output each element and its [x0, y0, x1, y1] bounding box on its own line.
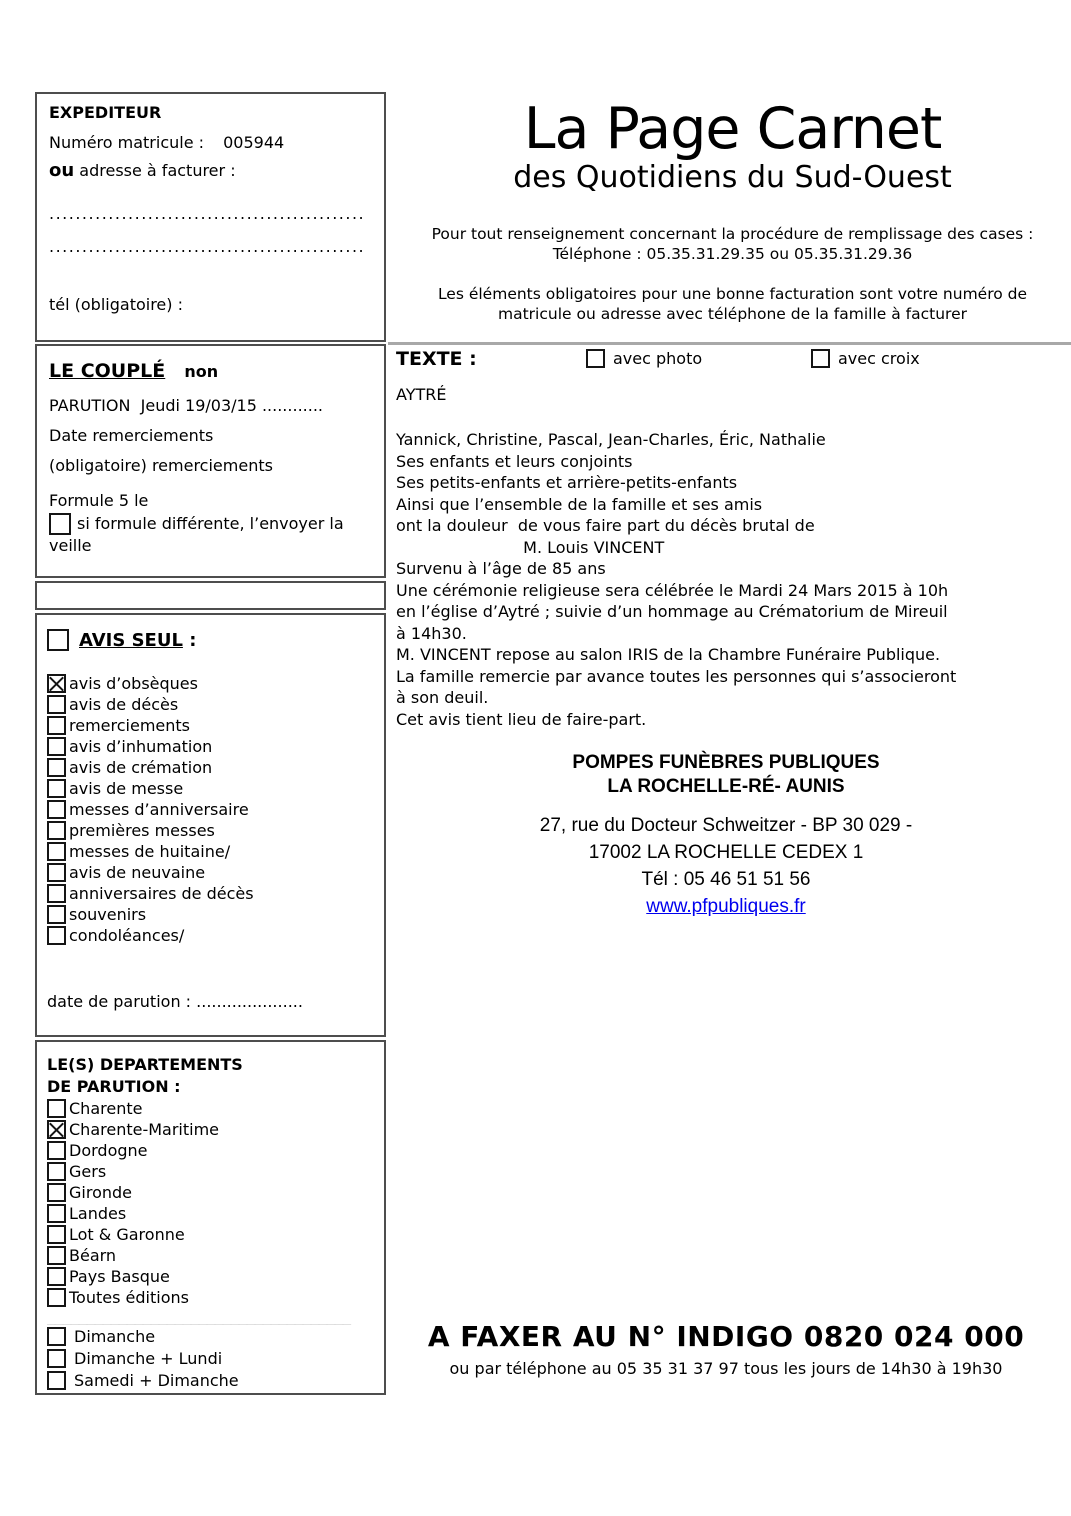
departement-row	[47, 1245, 374, 1266]
avis-type-row	[47, 673, 374, 694]
veille-line: veille	[49, 536, 92, 555]
avec-photo-label: avec photo	[613, 349, 703, 368]
avis-type-checkbox[interactable]	[47, 800, 66, 819]
departement-label: Toutes éditions	[69, 1288, 189, 1307]
obituary-line: Une cérémonie religieuse sera célébrée le Mardi 24 Mars 2015 à 10h	[396, 580, 949, 600]
page-subtitle: des Quotidiens du Sud-Ouest	[513, 160, 952, 195]
departement-label: Landes	[69, 1204, 127, 1223]
departement-row	[47, 1287, 374, 1308]
obituary-line: ont la douleur de vous faire part du décès brutal de	[396, 516, 815, 535]
obituary-line: à son deuil.	[396, 688, 489, 707]
avis-seul-box	[35, 613, 386, 1037]
avis-type-checkbox[interactable]	[47, 674, 66, 693]
empty-strip-box	[35, 581, 386, 610]
avis-type-label: condoléances/	[69, 926, 185, 945]
matricule-label: Numéro matricule :	[49, 133, 205, 152]
page-title: La Page Carnet	[523, 96, 942, 162]
departement-row	[47, 1266, 374, 1287]
fax-phone-line: ou par téléphone au 05 35 31 37 97 tous les jours de 14h30 à 19h30	[449, 1359, 1003, 1378]
address-line-1: 27, rue du Docteur Schweitzer - BP 30 029 -	[539, 815, 913, 836]
avis-type-checkbox[interactable]	[47, 905, 66, 924]
couple-box	[35, 344, 386, 578]
avis-seul-checkbox[interactable]	[47, 629, 69, 651]
departement-label: Gironde	[69, 1183, 132, 1202]
obituary-text	[396, 429, 1061, 730]
departement-label: Pays Basque	[69, 1267, 170, 1286]
departement-label: Charente	[69, 1099, 143, 1118]
tel-label: tél (obligatoire) :	[49, 295, 183, 314]
day-option-list	[47, 1325, 374, 1391]
formule-line: Formule 5 le	[49, 491, 149, 510]
avis-type-row	[47, 736, 374, 757]
note-paragraph	[400, 284, 1065, 324]
address-line-2: 17002 LA ROCHELLE CEDEX 1	[588, 842, 864, 863]
departement-row	[47, 1182, 374, 1203]
avis-type-label: avis de décès	[69, 695, 179, 714]
avec-croix-group	[811, 349, 920, 368]
departement-label: Dordogne	[69, 1141, 148, 1160]
avis-seul-title: AVIS SEUL :	[79, 629, 197, 651]
section-divider	[388, 342, 1071, 345]
departement-row	[47, 1098, 374, 1119]
departement-checkbox[interactable]	[47, 1225, 66, 1244]
day-option-label: Dimanche	[74, 1326, 156, 1346]
departement-checkbox[interactable]	[47, 1267, 66, 1286]
avis-type-row	[47, 757, 374, 778]
departement-row	[47, 1224, 374, 1245]
departement-label: Charente-Maritime	[69, 1120, 219, 1139]
avis-type-label: messes de huitaine/	[69, 842, 231, 861]
departements-box	[35, 1040, 386, 1395]
day-option-label: Samedi + Dimanche	[74, 1370, 239, 1390]
day-option-checkbox[interactable]	[47, 1349, 66, 1368]
note-line-2: matricule ou adresse avec téléphone de la famille à facturer	[498, 305, 967, 323]
avis-type-row	[47, 925, 374, 946]
info-paragraph	[400, 224, 1065, 264]
day-option-checkbox[interactable]	[47, 1371, 66, 1390]
avis-type-checkbox[interactable]	[47, 842, 66, 861]
couple-suffix: non	[184, 362, 219, 381]
header-block	[400, 98, 1065, 324]
address-fill-line-2: ................................................	[49, 237, 366, 256]
avis-type-list	[47, 673, 374, 946]
avis-type-label: remerciements	[69, 716, 190, 735]
obituary-line: en l’église d’Aytré ; suivie d’un hommage au Crématorium de Mireuil	[396, 602, 948, 621]
avis-type-label: messes d’anniversaire	[69, 800, 249, 819]
day-option-row	[47, 1347, 374, 1369]
city-label: AYTRÉ	[396, 385, 447, 404]
departement-label: Gers	[69, 1162, 107, 1181]
avis-type-label: premières messes	[69, 821, 215, 840]
funeral-home-name-2: LA ROCHELLE-RÉ- AUNIS	[607, 776, 845, 797]
avis-type-checkbox[interactable]	[47, 884, 66, 903]
address-fill-line-1: ................................................	[49, 204, 366, 223]
fax-footer	[396, 1320, 1056, 1379]
departement-checkbox[interactable]	[47, 1183, 66, 1202]
avis-type-row	[47, 820, 374, 841]
info-line-2: Téléphone : 05.35.31.29.35 ou 05.35.31.29.36	[552, 245, 913, 263]
avis-type-row	[47, 904, 374, 925]
departement-checkbox[interactable]	[47, 1204, 66, 1223]
avis-type-row	[47, 841, 374, 862]
avis-type-label: avis de neuvaine	[69, 863, 206, 882]
departement-row	[47, 1161, 374, 1182]
avis-type-checkbox[interactable]	[47, 821, 66, 840]
departement-label: Béarn	[69, 1246, 117, 1265]
parution-line: PARUTION Jeudi 19/03/15 ............	[49, 396, 323, 415]
avis-type-label: avis d’obsèques	[69, 674, 198, 693]
website-link[interactable]: www.pfpubliques.fr	[646, 896, 806, 917]
departement-row	[47, 1140, 374, 1161]
avis-type-checkbox[interactable]	[47, 758, 66, 777]
avis-type-row	[47, 799, 374, 820]
departements-title-1: LE(S) DEPARTEMENTS	[47, 1055, 243, 1074]
departement-checkbox[interactable]	[47, 1099, 66, 1118]
avec-photo-checkbox[interactable]	[586, 349, 605, 368]
departements-title-2: DE PARUTION :	[47, 1077, 181, 1096]
funeral-home-address	[396, 812, 1056, 920]
adresse-label: adresse à facturer :	[79, 161, 236, 180]
departement-checkbox[interactable]	[47, 1141, 66, 1160]
phone-line: Tél : 05 46 51 51 56	[641, 869, 811, 890]
ou-label: ou	[49, 160, 75, 181]
expediteur-box	[35, 92, 386, 342]
avis-type-row	[47, 883, 374, 904]
info-line-1: Pour tout renseignement concernant la procédure de remplissage des cases :	[431, 225, 1034, 243]
obituary-line: Yannick, Christine, Pascal, Jean-Charles, Éric, Nathalie	[396, 430, 826, 449]
departement-checkbox[interactable]	[47, 1288, 66, 1307]
avis-type-row	[47, 715, 374, 736]
avis-type-checkbox[interactable]	[47, 863, 66, 882]
avis-type-label: avis d’inhumation	[69, 737, 213, 756]
separator-line: ______________________________________	[47, 1308, 351, 1325]
departement-row	[47, 1119, 374, 1140]
fax-number-line: A FAXER AU N° INDIGO 0820 024 000	[427, 1320, 1025, 1353]
avis-seul-header	[47, 629, 374, 651]
formule-checkbox-row	[49, 513, 372, 535]
formule-checkbox-label: si formule différente, l’envoyer la	[77, 514, 344, 533]
avis-type-row	[47, 862, 374, 883]
obituary-line: M. Louis VINCENT	[396, 537, 665, 557]
avis-type-row	[47, 694, 374, 715]
day-option-checkbox[interactable]	[47, 1327, 66, 1346]
adresse-row	[49, 160, 372, 182]
funeral-home-block	[396, 751, 1056, 920]
formule-checkbox[interactable]	[49, 513, 71, 535]
avis-type-label: anniversaires de décès	[69, 884, 254, 903]
obituary-line: Ainsi que l’ensemble de la famille et ses amis	[396, 494, 763, 514]
matricule-value: 005944	[223, 133, 285, 152]
obligatoire-line: (obligatoire) remerciements	[49, 456, 273, 475]
avis-type-checkbox[interactable]	[47, 779, 66, 798]
funeral-home-name-1: POMPES FUNÈBRES PUBLIQUES	[572, 752, 880, 773]
obituary-line: Ses enfants et leurs conjoints	[396, 451, 633, 471]
avec-croix-label: avec croix	[838, 349, 920, 368]
expediteur-title: EXPEDITEUR	[49, 103, 162, 122]
date-parution-line: date de parution : .....................	[47, 992, 303, 1011]
couple-title-row	[49, 360, 372, 382]
day-option-label: Dimanche + Lundi	[74, 1348, 223, 1368]
departement-list	[47, 1098, 374, 1308]
matricule-row	[49, 132, 372, 154]
avis-type-checkbox[interactable]	[47, 695, 66, 714]
avec-photo-group	[586, 349, 702, 368]
obituary-line: M. VINCENT repose au salon IRIS de la Chambre Funéraire Publique.	[396, 645, 941, 664]
departement-row	[47, 1203, 374, 1224]
avis-type-label: avis de crémation	[69, 758, 213, 777]
texte-label: TEXTE :	[396, 348, 477, 370]
departement-checkbox[interactable]	[47, 1162, 66, 1181]
avis-type-label: avis de messe	[69, 779, 184, 798]
note-line-1: Les éléments obligatoires pour une bonne facturation sont votre numéro de	[437, 285, 1028, 303]
avis-type-label: souvenirs	[69, 905, 147, 924]
obituary-line: à 14h30.	[396, 623, 467, 643]
departement-label: Lot & Garonne	[69, 1225, 185, 1244]
avis-type-row	[47, 778, 374, 799]
avis-type-checkbox[interactable]	[47, 926, 66, 945]
texte-header-row	[396, 348, 1056, 372]
obituary-line: Survenu à l’âge de 85 ans	[396, 559, 606, 578]
couple-title: LE COUPLÉ	[49, 360, 166, 382]
date-remerciements-line: Date remerciements	[49, 426, 214, 445]
obituary-line: La famille remercie par avance toutes les personnes qui s’associeront	[396, 666, 957, 686]
obituary-line: Ses petits-enfants et arrière-petits-enfants	[396, 473, 738, 492]
day-option-row	[47, 1369, 374, 1391]
day-option-row	[47, 1325, 374, 1347]
departement-checkbox[interactable]	[47, 1246, 66, 1265]
obituary-line: Cet avis tient lieu de faire-part.	[396, 709, 647, 729]
avis-type-checkbox[interactable]	[47, 716, 66, 735]
avec-croix-checkbox[interactable]	[811, 349, 830, 368]
departement-checkbox[interactable]	[47, 1120, 66, 1139]
avis-type-checkbox[interactable]	[47, 737, 66, 756]
